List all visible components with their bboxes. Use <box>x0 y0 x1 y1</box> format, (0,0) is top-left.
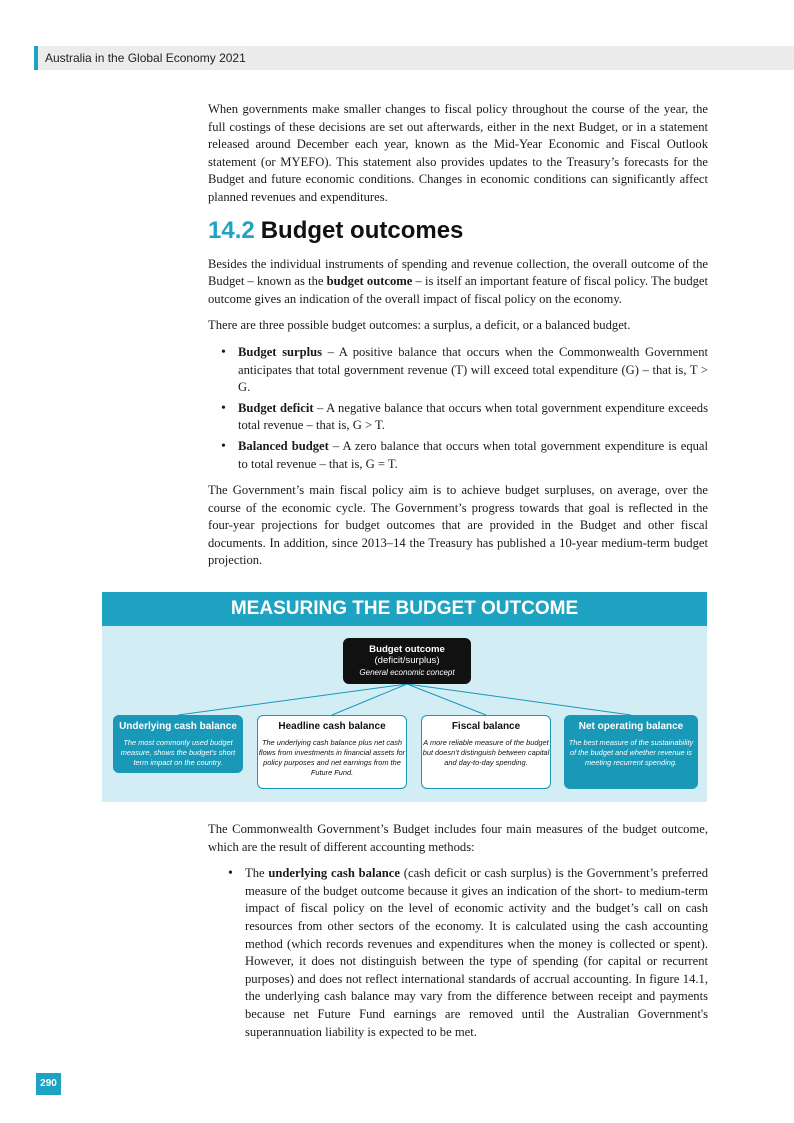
intro-paragraph: When governments make smaller changes to fiscal policy throughout the course of the year, the full costings of these decisions are set out afterwards, either in the next Budget, or in a statement released around December each year, known as the Mid-Year Economic and Fiscal Outlook statement (or MYEFO). This statement also provides updates to the Treasury’s forecasts for the Budget and future economic conditions. Changes in economic conditions can significantly affect planned revenues and expenditures. <box>208 102 708 204</box>
box-subtitle: (deficit/surplus) <box>374 655 440 666</box>
measure-text-after: (cash deficit or cash surplus) is the Government’s preferred measure of the budget outcome because it gives an indication of the short- to medium-term impact of fiscal policy on the level of economic activity and the budget’s call on cash resources from other sectors of the economy. It is calculated using the cash accounting method (which records revenues and expenditures when the money is collected or spent). However, it does not distinguish between the type of spending (for capital or recurrent purposes) and does not reflect international standards of accrual accounting. In figure 14.1, the underlying cash balance may vary from the difference between receipt and payments because net Future Fund earnings are removed until the Australian Government's superannuation liability is expected to be met. <box>245 866 708 1039</box>
page-number: 290 <box>36 1073 61 1095</box>
outcome-term: Budget surplus <box>238 344 322 359</box>
box-title: Underlying cash balance <box>119 721 237 732</box>
main-content <box>208 101 708 579</box>
box-desc: General economic concept <box>359 668 455 677</box>
budget-outcome-box <box>343 638 471 684</box>
outcome-text: – A negative balance that occurs when total government expenditure exceeds total revenue – that is, G > T. <box>238 400 708 433</box>
list-item <box>208 400 708 435</box>
box-desc: The underlying cash balance plus net cash flows from investments in financial assets for policy purposes and net earnings from the Future Fund. <box>258 738 406 777</box>
box-title: Budget outcome <box>369 644 445 655</box>
section-title: Budget outcomes <box>260 216 464 244</box>
measure-text-before: The <box>245 866 269 881</box>
section-heading <box>208 216 708 246</box>
headline-cash-balance-box <box>257 715 407 789</box>
running-header-title: Australia in the Global Economy 2021 <box>45 51 246 65</box>
four-measures-paragraph: The Commonwealth Government’s Budget includes four main measures of the budget outcome, which are the result of different accounting methods: <box>208 822 708 854</box>
diagram-title: MEASURING THE BUDGET OUTCOME <box>102 592 707 626</box>
box-title: Net operating balance <box>578 721 684 732</box>
underlying-cash-balance-box <box>113 715 243 773</box>
para1-text-after: – is itself an important feature of fiscal policy. The budget outcome gives an indication of the overall impact of fiscal policy on the economy. <box>208 274 708 306</box>
box-title: Fiscal balance <box>451 721 521 732</box>
outcome-text: – A positive balance that occurs when the Commonwealth Government anticipates that total government revenue (T) will exceed total expenditure (G) – that is, T > G. <box>238 344 708 395</box>
measure-term: underlying cash balance <box>268 866 400 881</box>
outcomes-list <box>208 344 708 473</box>
measures-list <box>208 865 708 1041</box>
list-item <box>208 344 708 397</box>
list-item <box>208 438 708 473</box>
budget-outcome-paragraph <box>208 256 708 309</box>
budget-outcome-term: budget outcome <box>326 274 413 289</box>
fiscal-balance-box <box>421 715 551 789</box>
three-outcomes-paragraph: There are three possible budget outcomes: a surplus, a deficit, or a balanced budget. <box>208 318 631 333</box>
box-desc: A more reliable measure of the budget but doesn’t distinguish between capital and day-to-day spending. <box>422 738 550 767</box>
outcome-term: Balanced budget <box>238 438 329 453</box>
box-title: Headline cash balance <box>278 721 386 732</box>
section-number: 14.2 <box>208 216 255 244</box>
list-item <box>208 865 708 1041</box>
running-header <box>34 46 794 70</box>
budget-outcome-diagram <box>102 592 707 802</box>
measures-content <box>208 821 708 1041</box>
box-desc: The best measure of the sustainability of the budget and whether revenue is meeting recurrent spending. <box>568 738 694 767</box>
net-operating-balance-box <box>564 715 698 789</box>
fiscal-aim-paragraph: The Government’s main fiscal policy aim is to achieve budget surpluses, on average, over the course of the economic cycle. The Government’s progress towards that goal is reflected in the four-year projections for budget outcomes that are provided in the Budget and other fiscal documents. In addition, since 2013–14 the Treasury has published a 10-year medium-term budget projection. <box>208 483 708 568</box>
para1-text-before: Besides the individual instruments of spending and revenue collection, the overall outcome of the Budget – known as the <box>208 256 708 289</box>
outcome-text: – A zero balance that occurs when total government expenditure is equal to total revenue – that is, G = T. <box>238 438 709 471</box>
box-desc: The most commonly used budget measure, shows the budget’s short term impact on the country. <box>120 738 236 767</box>
outcome-term: Budget deficit <box>238 400 314 415</box>
